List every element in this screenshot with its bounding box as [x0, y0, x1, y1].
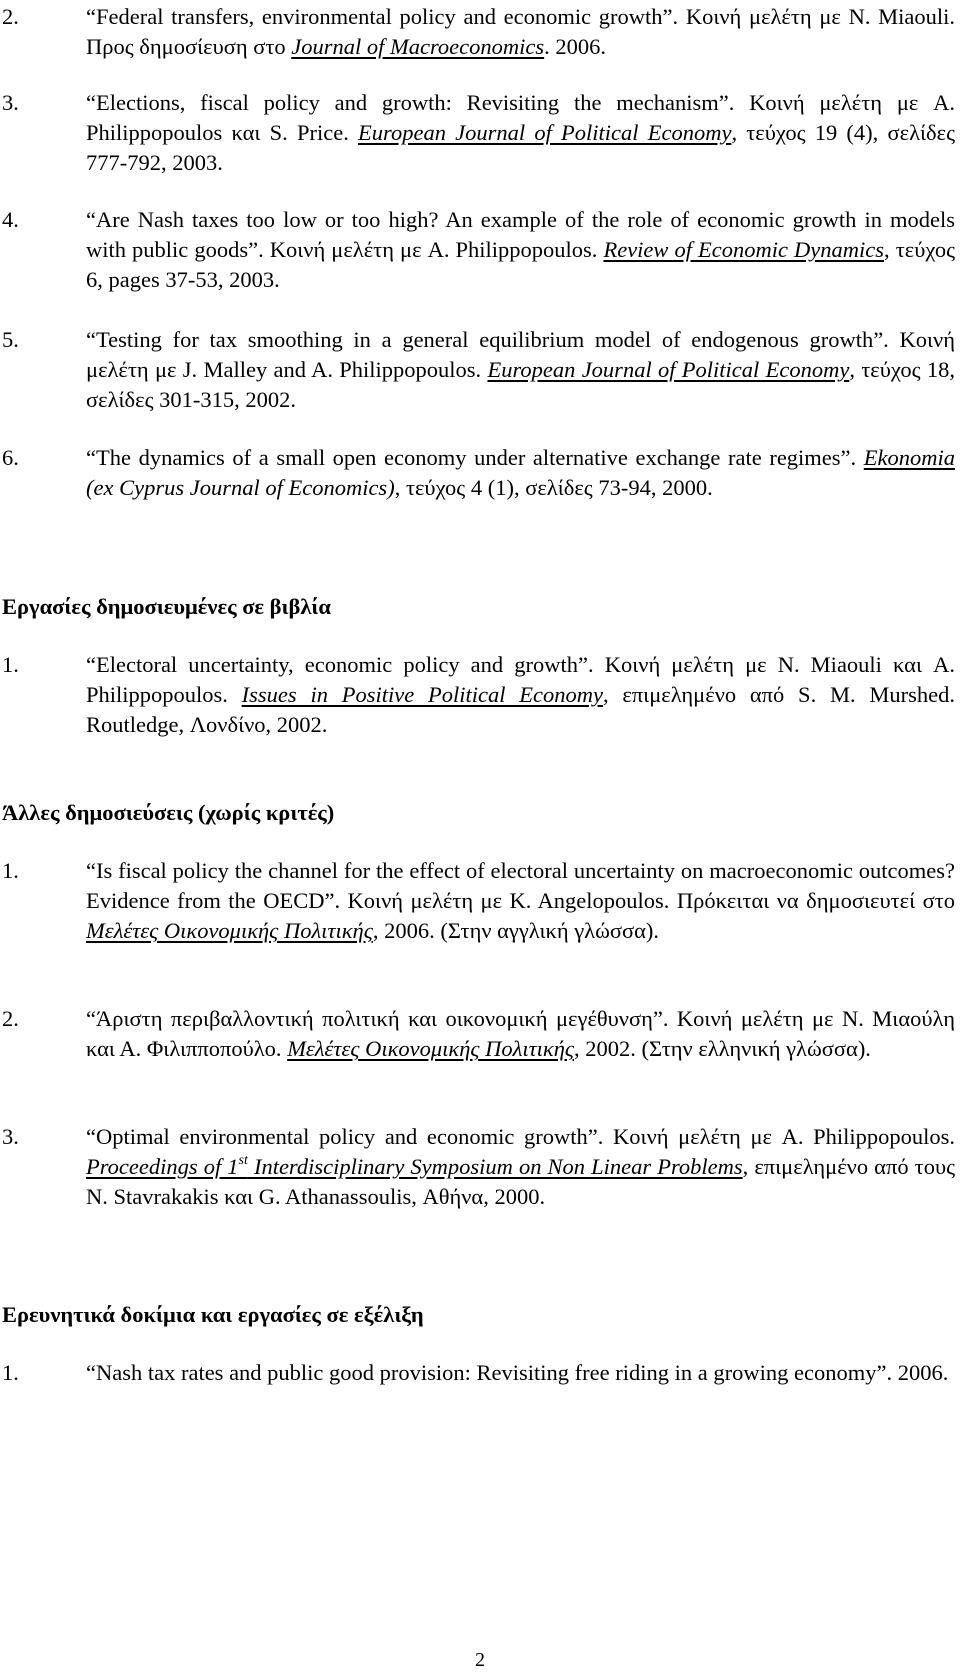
wip-item	[0, 1358, 955, 1388]
journal-item	[0, 88, 955, 178]
item-number: 2.	[2, 4, 19, 29]
item-text	[86, 205, 955, 295]
journal-item	[0, 325, 955, 415]
item-text	[86, 1122, 955, 1212]
item-venue-part: Proceedings of 1	[86, 1154, 239, 1179]
item-venue: Ekonomia	[863, 445, 955, 470]
item-number: 2.	[2, 1006, 19, 1031]
journal-item	[0, 443, 955, 503]
item-number: 4.	[2, 207, 19, 232]
item-number: 1.	[2, 858, 19, 883]
item-text	[86, 650, 955, 740]
item-venue-part: Interdisciplinary Symposium on Non Linear Problems	[247, 1154, 743, 1179]
item-details: , επιμελημένο από S. M. Murshed. Routledge, Λονδίνο, 2002.	[86, 682, 955, 737]
item-details: , 2006. (Στην αγγλική γλώσσα).	[372, 918, 660, 943]
section-heading-other: Άλλες δημοσιεύσεις (χωρίς κριτές)	[2, 800, 335, 825]
item-number: 3.	[2, 1124, 19, 1149]
item-venue: Issues in Positive Political Economy	[241, 682, 603, 707]
item-venue	[86, 1154, 743, 1179]
journal-item	[0, 205, 955, 295]
item-citation: “Federal transfers, environmental policy and economic growth”. Κοινή μελέτη με N. Miaouli. Προς δημοσίευση στο	[86, 4, 955, 59]
item-venue: Journal of Macroeconomics	[291, 34, 545, 59]
item-details: , τεύχος 4 (1), σελίδες 73-94, 2000.	[394, 475, 713, 500]
item-number: 6.	[2, 445, 19, 470]
item-venue: Μελέτες Οικονομικής Πολιτικής	[86, 918, 373, 943]
book-item	[0, 650, 955, 740]
other-item	[0, 1004, 955, 1064]
item-text	[86, 1004, 955, 1064]
item-citation: “The dynamics of a small open economy under alternative exchange rate regimes”.	[86, 445, 864, 470]
item-venue: Μελέτες Οικονομικής Πολιτικής	[287, 1036, 575, 1061]
item-text	[86, 856, 955, 946]
item-details: , τεύχος 6, pages 37-53, 2003.	[86, 237, 955, 292]
item-text	[86, 325, 955, 415]
item-details: , 2002. (Στην ελληνική γλώσσα).	[574, 1036, 871, 1061]
item-venue: Review of Economic Dynamics	[603, 237, 885, 262]
item-text	[86, 2, 955, 62]
journal-item	[0, 2, 955, 62]
item-number: 5.	[2, 327, 19, 352]
item-citation: “Άριστη περιβαλλοντική πολιτική και οικονομική μεγέθυνση”. Κοινή μελέτη με Ν. Μιαούλη και Α. Φιλιπποπούλο.	[86, 1006, 955, 1061]
section-heading-wip: Ερευνητικά δοκίμια και εργασίες σε εξέλιξη	[2, 1302, 424, 1327]
item-citation: “Are Nash taxes too low or too high? An example of the role of economic growth in models with public goods”. Κοινή μελέτη με A. Philippopoulos.	[86, 207, 955, 262]
item-details: . 2006.	[544, 34, 607, 59]
item-number: 1.	[2, 1360, 19, 1385]
item-citation: “Electoral uncertainty, economic policy and growth”. Κοινή μελέτη με N. Miaouli και A. Philippopoulos.	[86, 652, 955, 707]
item-citation: “Testing for tax smoothing in a general equilibrium model of endogenous growth”. Κοινή μελέτη με J. Malley and A. Philippopoulos.	[86, 327, 955, 382]
item-venue: European Journal of Political Economy	[487, 357, 850, 382]
section-heading-books: Εργασίες δημοσιευμένες σε βιβλία	[2, 594, 331, 619]
item-details: , τεύχος 19 (4), σελίδες 777-792, 2003.	[86, 120, 955, 175]
other-item	[0, 1122, 955, 1212]
item-venue: European Journal of Political Economy	[358, 120, 732, 145]
item-number: 1.	[2, 652, 19, 677]
item-citation: “Is fiscal policy the channel for the effect of electoral uncertainty on macroeconomic outcomes? Evidence from the OECD”. Κοινή μελέτη με K. Angelopoulos. Πρόκειται να δημοσιευτεί στο	[86, 858, 955, 913]
other-item	[0, 856, 955, 946]
item-text	[86, 88, 955, 178]
item-details: , τεύχος 18, σελίδες 301-315, 2002.	[86, 357, 955, 412]
item-citation: “Optimal environmental policy and economic growth”. Κοινή μελέτη με A. Philippopoulos.	[86, 1124, 955, 1149]
page-number: 2	[475, 1649, 485, 1671]
item-text: “Nash tax rates and public good provision: Revisiting free riding in a growing economy”. 2006.	[86, 1360, 949, 1385]
item-citation: “Elections, fiscal policy and growth: Revisiting the mechanism”. Κοινή μελέτη με A. Philippopoulos και S. Price.	[86, 90, 955, 145]
item-text	[86, 443, 955, 503]
item-venue-note: (ex Cyprus Journal of Economics)	[86, 475, 395, 500]
item-details: , επιμελημένο από τους N. Stavrakakis και G. Athanassoulis, Αθήνα, 2000.	[86, 1154, 955, 1209]
item-number: 3.	[2, 90, 19, 115]
item-venue-superscript: st	[238, 1153, 248, 1168]
